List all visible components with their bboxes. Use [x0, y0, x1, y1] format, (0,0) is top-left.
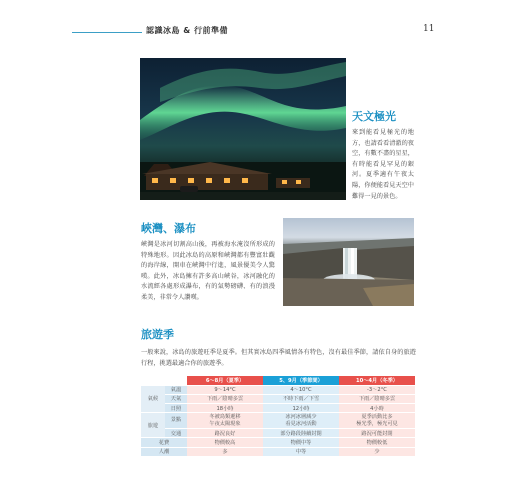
- aurora-photo: [140, 58, 346, 200]
- col-shoulder: 5、9月（季節間）: [263, 376, 339, 385]
- aurora-paragraph: 來到能看見極光的地方，也請看看清澈的夜空，有數不盡的星星，有時能看見罕見的銀河。夏季適有午夜太陽，你便能看見天空中難得一見的景色。: [352, 129, 414, 200]
- page-number: 11: [423, 24, 435, 34]
- cell-line: 夏季活動比多: [361, 413, 393, 420]
- running-header: 認識冰島 & 行前準備: [146, 26, 229, 35]
- fjord-heading: 峽灣、瀑布: [141, 222, 196, 235]
- aurora-heading: 天文極光: [352, 110, 396, 123]
- row-label-weather: 天氣: [165, 394, 187, 403]
- cell: 少: [339, 447, 415, 456]
- fjord-paragraph: 峽灣是冰河切割高山後，再被海水淹沒所形成的特殊地形。因此冰島的高原和峽灣都有豐富壯觀的海岸線，開車在峽灣中行進，風景優美令人驚嘆。此外，冰島擁有許多高山峽谷，冰河融化的水流經各處形成瀑布，有的氣勢磅礴、有的浪漫柔美，非常令人讚嘆。: [141, 241, 275, 301]
- row-label-sights: 景點: [165, 413, 187, 429]
- cell: 下雨／陰晴多雲: [339, 394, 415, 403]
- table-row: [141, 429, 415, 438]
- cell-line: 冬被鳥類遷移: [209, 413, 241, 420]
- header-rule: [72, 32, 142, 33]
- cell: 部分路段陸續封閉: [263, 429, 339, 438]
- cell: 多: [187, 447, 263, 456]
- table-header-row: [141, 376, 415, 385]
- table-row: [141, 394, 415, 403]
- cell: 物價較高: [187, 438, 263, 447]
- table-row: [141, 447, 415, 456]
- cell: 4～10°C: [263, 385, 339, 394]
- season-paragraph: 一般來說，冰島的旅遊旺季是夏季。但其實冰島四季風情各有特色，沒有最佳季節，請依自身的旅遊行程，挑選最適合你的旅遊季。: [141, 349, 416, 367]
- cell: [187, 413, 263, 429]
- cell: 下雨／陰晴多雲: [187, 394, 263, 403]
- table-row: [141, 404, 415, 413]
- table-row: [141, 438, 415, 447]
- row-label-daylight: 日照: [165, 404, 187, 413]
- row-label-crowd: 人潮: [141, 447, 187, 456]
- cell: 路況良好: [187, 429, 263, 438]
- cell: [263, 413, 339, 429]
- cell: 12小時: [263, 404, 339, 413]
- row-label-temp: 氣溫: [165, 385, 187, 394]
- waterfall-photo: [283, 218, 414, 306]
- table-row: [141, 385, 415, 394]
- cell-line: 冰河冰層減少: [285, 413, 317, 420]
- cell: [339, 413, 415, 429]
- row-label-transport: 交通: [165, 429, 187, 438]
- cell: 18小時: [187, 404, 263, 413]
- col-summer: 6～8月（夏季）: [187, 376, 263, 385]
- cell: 中等: [263, 447, 339, 456]
- cell-line: 看見冰河活動: [285, 420, 317, 427]
- season-table: [141, 376, 415, 457]
- category-travel: 旅遊: [141, 413, 165, 438]
- table-corner: [141, 376, 187, 385]
- cell: 9～14°C: [187, 385, 263, 394]
- cell: -3～2°C: [339, 385, 415, 394]
- table-row: [141, 413, 415, 429]
- col-winter: 10～4月（冬季）: [339, 376, 415, 385]
- category-weather: 氣候: [141, 385, 165, 413]
- cell: 物價較低: [339, 438, 415, 447]
- cell: 物價中等: [263, 438, 339, 447]
- season-heading: 旅遊季: [141, 328, 174, 341]
- cell-line: 午夜太陽現象: [209, 420, 241, 427]
- cell-line: 極光季，極光可見: [356, 420, 398, 427]
- row-label-price: 花費: [141, 438, 187, 447]
- cell: 路況可能封閉: [339, 429, 415, 438]
- cell: 不時下雨／下雪: [263, 394, 339, 403]
- cell: 4小時: [339, 404, 415, 413]
